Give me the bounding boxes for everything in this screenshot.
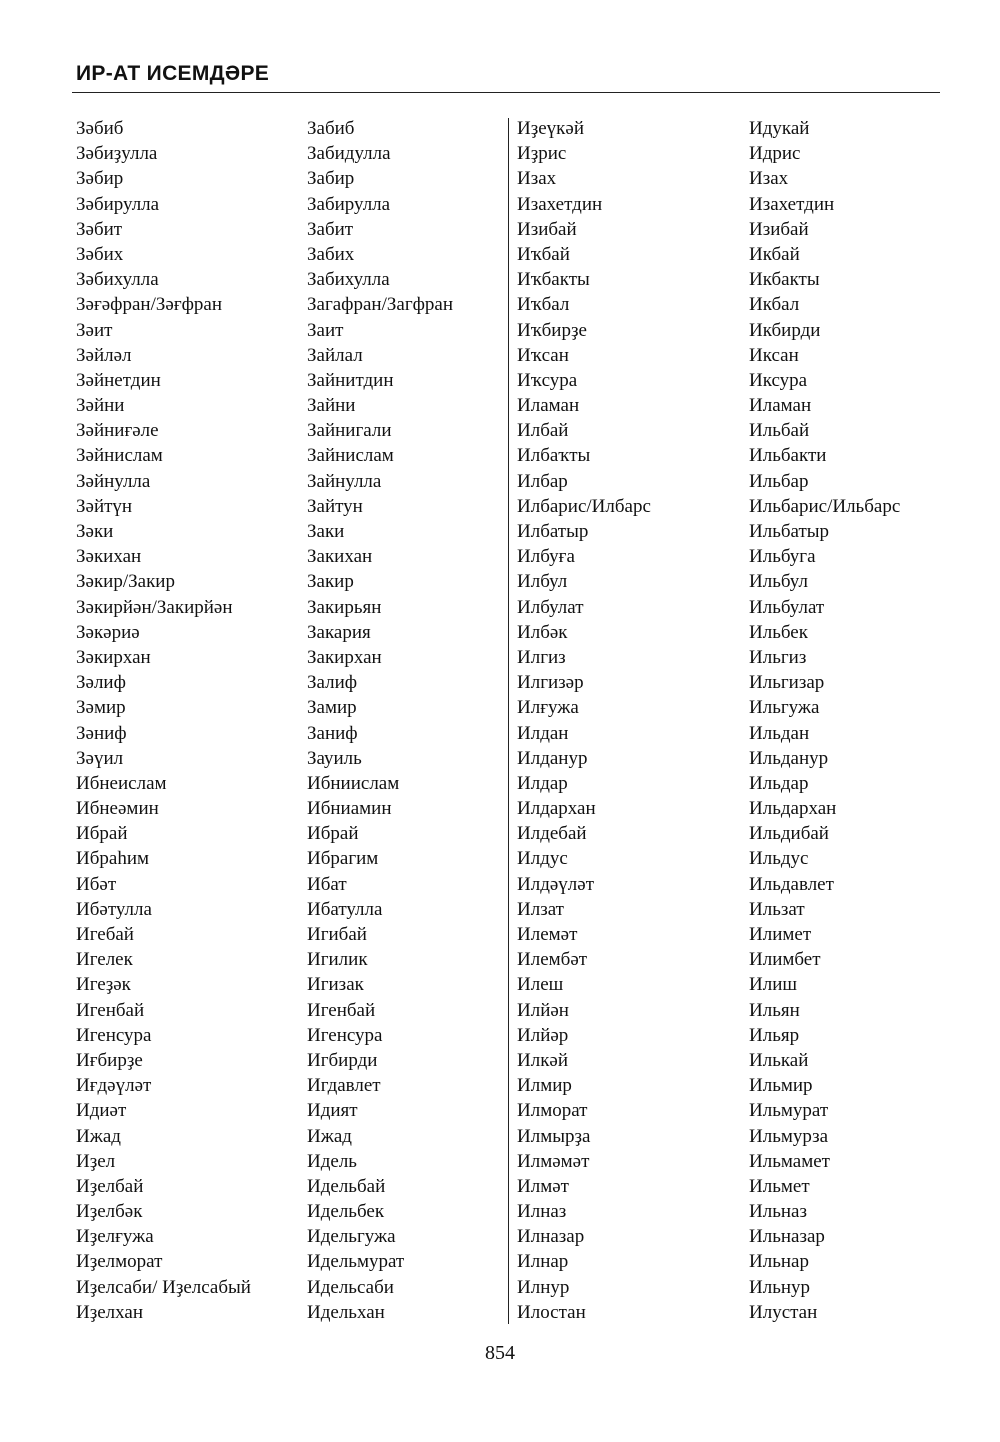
name-entry: Илбарис/Илбарс bbox=[517, 495, 651, 517]
name-entry: Илзат bbox=[517, 898, 564, 920]
name-entry: Идель bbox=[307, 1150, 357, 1172]
name-entry: Илбай bbox=[517, 420, 569, 442]
name-entry: Илдар bbox=[517, 772, 568, 794]
name-entry: Изахетдин bbox=[749, 193, 835, 215]
name-entry: Идукай bbox=[749, 118, 810, 139]
name-entry: Илгиз bbox=[517, 646, 566, 668]
name-entry: Забихулла bbox=[307, 269, 390, 291]
name-entry: Зәкирхан bbox=[76, 646, 151, 668]
name-entry: Ильдар bbox=[749, 772, 809, 794]
name-entry: Иҙелбәк bbox=[76, 1201, 143, 1223]
name-entry: Ильбек bbox=[749, 621, 808, 643]
name-entry: Илгизәр bbox=[517, 672, 584, 694]
name-entry: Игибай bbox=[307, 924, 367, 945]
name-entry: Изах bbox=[517, 168, 557, 190]
name-entry: Зайни bbox=[307, 395, 356, 417]
name-entry: Ильмурат bbox=[749, 1100, 829, 1122]
name-entry: Зәбих bbox=[76, 243, 124, 265]
name-entry: Изах bbox=[749, 168, 789, 190]
name-entry: Илбәк bbox=[517, 621, 568, 643]
name-entry: Зәкирйән/Закирйән bbox=[76, 596, 233, 618]
name-entry: Илимет bbox=[749, 924, 812, 945]
name-entry: Ильнур bbox=[749, 1276, 811, 1298]
name-entry: Ильдус bbox=[749, 848, 809, 870]
name-entry: Иҡсура bbox=[517, 369, 578, 391]
name-entry: Зәки bbox=[76, 521, 114, 542]
name-entry: Илбар bbox=[517, 470, 568, 492]
name-entry: Зәкәриә bbox=[76, 621, 140, 643]
name-entry: Ижад bbox=[76, 1125, 121, 1147]
name-entry: Зәбирулла bbox=[76, 193, 160, 215]
name-entry: Иғбирҙе bbox=[76, 1049, 143, 1071]
name-entry: Игенбай bbox=[76, 999, 145, 1021]
name-entry: Илбулат bbox=[517, 596, 584, 618]
name-entry: Илбул bbox=[517, 571, 568, 593]
name-entry: Илдебай bbox=[517, 823, 587, 845]
name-entry: Ильбуга bbox=[749, 546, 816, 568]
name-entry: Илеш bbox=[517, 974, 564, 996]
name-entry: Иҙелхан bbox=[76, 1301, 143, 1323]
name-entry: Идиәт bbox=[76, 1100, 127, 1122]
name-entry: Изибай bbox=[517, 218, 577, 240]
name-entry: Идият bbox=[307, 1100, 358, 1122]
name-entry: Иҡбирҙе bbox=[517, 319, 587, 341]
name-entry: Ижад bbox=[307, 1125, 352, 1147]
name-entry: Иксан bbox=[749, 344, 799, 366]
name-entry: Иламан bbox=[749, 395, 812, 417]
name-entry: Изахетдин bbox=[517, 193, 603, 215]
name-entry: Иҡбал bbox=[517, 294, 570, 316]
name-entry: Илдархан bbox=[517, 798, 596, 820]
name-entry: Илбуға bbox=[517, 546, 575, 568]
name-entry: Забир bbox=[307, 168, 355, 190]
name-entry: Илназар bbox=[517, 1226, 585, 1248]
name-entry: Ильгизар bbox=[749, 672, 825, 694]
name-entry: Илдәүләт bbox=[517, 873, 595, 895]
name-entry: Зәйни bbox=[76, 395, 125, 417]
name-entry: Заит bbox=[307, 319, 344, 341]
name-entry: Ильбай bbox=[749, 420, 810, 442]
name-entry: Илданур bbox=[517, 747, 588, 769]
name-entry: Иҡсан bbox=[517, 344, 569, 366]
name-entry: Изибай bbox=[749, 218, 809, 240]
name-entry: Икбал bbox=[749, 294, 800, 316]
name-entry: Илморат bbox=[517, 1100, 588, 1122]
name-entry: Игенсура bbox=[307, 1024, 383, 1046]
name-entry: Ильбулат bbox=[749, 596, 825, 618]
name-entry: Заки bbox=[307, 521, 345, 542]
name-entry: Ибәтулла bbox=[76, 898, 152, 920]
name-entry: Залиф bbox=[307, 672, 358, 694]
column-bashkir-2 bbox=[517, 116, 651, 1325]
name-entry: Ильбул bbox=[749, 571, 808, 593]
name-entry: Иксура bbox=[749, 369, 808, 391]
name-entry: Ильназ bbox=[749, 1201, 807, 1223]
name-entry: Идельсаби bbox=[307, 1276, 394, 1298]
name-entry: Закария bbox=[307, 621, 371, 643]
name-entry: Игебай bbox=[76, 924, 134, 945]
name-entry: Зәүил bbox=[76, 747, 124, 769]
name-entry: Зайнигали bbox=[307, 420, 392, 442]
name-entry: Илостан bbox=[517, 1301, 586, 1323]
name-entry: Илдан bbox=[517, 722, 569, 744]
page-number: 854 bbox=[485, 1342, 515, 1364]
name-entry: Илмир bbox=[517, 1075, 572, 1097]
name-entry: Ильяр bbox=[749, 1024, 800, 1046]
name-entry: Илиш bbox=[749, 974, 798, 996]
name-entry: Илбатыр bbox=[517, 521, 589, 542]
name-entry: Ильбар bbox=[749, 470, 809, 492]
name-entry: Ильбатыр bbox=[749, 521, 830, 542]
name-entry: Игелек bbox=[76, 949, 133, 971]
name-entry: Ильмурза bbox=[749, 1125, 829, 1147]
name-entry: Забирулла bbox=[307, 193, 391, 215]
name-entry: Зәит bbox=[76, 319, 113, 341]
name-entry: Иҙелғужа bbox=[76, 1226, 154, 1248]
name-entry: Ибраһим bbox=[76, 848, 150, 870]
name-entry: Зауиль bbox=[307, 747, 362, 769]
name-entry: Илбаҡты bbox=[517, 445, 591, 467]
name-entry: Закирхан bbox=[307, 646, 382, 668]
name-entry: Илйәр bbox=[517, 1024, 569, 1046]
name-entry: Иламан bbox=[517, 395, 580, 417]
name-entry: Зәйнулла bbox=[76, 470, 151, 492]
name-entry: Зәйләл bbox=[76, 344, 132, 366]
name-entry: Ильдибай bbox=[749, 823, 829, 845]
name-entry: Идрис bbox=[749, 143, 801, 165]
name-entry: Ильназар bbox=[749, 1226, 825, 1248]
name-entry: Илйән bbox=[517, 999, 569, 1021]
header-rule bbox=[72, 92, 940, 93]
name-entry: Закирьян bbox=[307, 596, 382, 618]
name-entry: Зәлиф bbox=[76, 672, 126, 694]
name-entry: Ибниамин bbox=[307, 798, 392, 820]
name-entry: Иҙелсаби/ Иҙелсабый bbox=[76, 1276, 251, 1298]
name-entry: Зәниф bbox=[76, 722, 127, 744]
name-entry: Игенсура bbox=[76, 1024, 152, 1046]
name-entry: Ибрагим bbox=[307, 848, 379, 870]
name-entry: Идельбек bbox=[307, 1201, 385, 1223]
name-entry: Зәйнислам bbox=[76, 445, 163, 467]
name-entry: Зайнислам bbox=[307, 445, 394, 467]
name-entry: Илембәт bbox=[517, 949, 588, 971]
name-entry: Закир bbox=[307, 571, 354, 593]
name-entry: Иҙелбай bbox=[76, 1175, 144, 1197]
name-entry: Ильзат bbox=[749, 898, 805, 920]
name-entry: Иҙрис bbox=[517, 143, 567, 165]
name-entry: Ильмет bbox=[749, 1175, 810, 1197]
column-divider bbox=[508, 118, 509, 1324]
name-entry: Иҙеүкәй bbox=[517, 118, 584, 139]
name-entry: Забиб bbox=[307, 118, 355, 139]
name-entry: Икбирди bbox=[749, 319, 821, 341]
name-entry: Зәғәфран/Зәғфран bbox=[76, 294, 223, 316]
name-entry: Илемәт bbox=[517, 924, 578, 945]
name-entry: Ильмир bbox=[749, 1075, 813, 1097]
name-entry: Игдавлет bbox=[307, 1075, 381, 1097]
name-entry: Ильдан bbox=[749, 722, 810, 744]
name-entry: Зәмир bbox=[76, 697, 126, 719]
name-entry: Икбакты bbox=[749, 269, 820, 291]
name-entry: Зайлал bbox=[307, 344, 363, 366]
name-entry: Иҡбакты bbox=[517, 269, 590, 291]
name-entry: Зайнулла bbox=[307, 470, 382, 492]
name-entry: Зәйтүн bbox=[76, 495, 133, 517]
name-entry: Ибнеислам bbox=[76, 772, 167, 794]
name-entry: Зәкир/Закир bbox=[76, 571, 175, 593]
name-entry: Илнар bbox=[517, 1251, 569, 1273]
name-entry: Идельмурат bbox=[307, 1251, 405, 1273]
name-entry: Иҡбай bbox=[517, 243, 570, 265]
column-russian-2 bbox=[749, 116, 900, 1325]
name-entry: Идельбай bbox=[307, 1175, 386, 1197]
name-entry: Илкәй bbox=[517, 1049, 569, 1071]
name-entry: Зәйниғәле bbox=[76, 420, 159, 442]
name-entry: Икбай bbox=[749, 243, 800, 265]
name-entry: Ильгиз bbox=[749, 646, 807, 668]
name-entry: Забит bbox=[307, 218, 354, 240]
name-entry: Илнур bbox=[517, 1276, 570, 1298]
name-entry: Ильбакти bbox=[749, 445, 827, 467]
name-entry: Игизак bbox=[307, 974, 364, 996]
name-entry: Ильгужа bbox=[749, 697, 820, 719]
name-entry: Ибәт bbox=[76, 873, 117, 895]
name-entry: Зайнитдин bbox=[307, 369, 394, 391]
name-entry: Ибатулла bbox=[307, 898, 383, 920]
name-entry: Ибниислам bbox=[307, 772, 400, 794]
name-entry: Ильян bbox=[749, 999, 800, 1021]
name-entry: Идельгужа bbox=[307, 1226, 396, 1248]
name-entry: Ибат bbox=[307, 873, 347, 895]
name-entry: Забидулла bbox=[307, 143, 391, 165]
name-entry: Игилик bbox=[307, 949, 368, 971]
name-entry: Ибнеәмин bbox=[76, 798, 159, 820]
name-entry: Зәйнетдин bbox=[76, 369, 161, 391]
name-entry: Илғужа bbox=[517, 697, 579, 719]
name-entry: Ильдавлет bbox=[749, 873, 834, 895]
name-entry: Ильнар bbox=[749, 1251, 809, 1273]
name-entry: Замир bbox=[307, 697, 357, 719]
name-entry: Ибрай bbox=[76, 823, 128, 845]
name-entry: Илназ bbox=[517, 1201, 567, 1223]
name-entry: Зәкихан bbox=[76, 546, 142, 568]
name-entry: Игенбай bbox=[307, 999, 376, 1021]
column-russian-1 bbox=[307, 116, 453, 1325]
name-entry: Игбирди bbox=[307, 1049, 378, 1071]
name-entry: Зайтун bbox=[307, 495, 363, 517]
name-entry: Закихан bbox=[307, 546, 373, 568]
name-entry: Зәбиб bbox=[76, 118, 124, 139]
name-entry: Зәбир bbox=[76, 168, 124, 190]
name-entry: Загафран/Загфран bbox=[307, 294, 454, 316]
name-entry: Иҙел bbox=[76, 1150, 116, 1172]
name-entry: Ибрай bbox=[307, 823, 359, 845]
column-bashkir-1 bbox=[76, 116, 251, 1325]
name-entry: Илмәмәт bbox=[517, 1150, 590, 1172]
name-entry: Игеҙәк bbox=[76, 974, 131, 996]
name-entry: Ильдархан bbox=[749, 798, 837, 820]
name-entry: Ильбарис/Ильбарс bbox=[749, 495, 901, 517]
name-entry: Илмырҙа bbox=[517, 1125, 591, 1147]
name-entry: Забих bbox=[307, 243, 355, 265]
name-entry: Илустан bbox=[749, 1301, 818, 1323]
name-entry: Ильданур bbox=[749, 747, 829, 769]
name-entry: Илмәт bbox=[517, 1175, 569, 1197]
name-entry: Ильмамет bbox=[749, 1150, 830, 1172]
page-header-title: ИР-АТ ИСЕМДӘРЕ bbox=[76, 62, 270, 85]
name-entry: Илькай bbox=[749, 1049, 809, 1071]
name-entry: Зәбиҙулла bbox=[76, 143, 158, 165]
name-entry: Идельхан bbox=[307, 1301, 385, 1323]
name-entry: Илимбет bbox=[749, 949, 821, 971]
name-entry: Заниф bbox=[307, 722, 358, 744]
name-entry: Зәбит bbox=[76, 218, 123, 240]
name-entry: Иғдәүләт bbox=[76, 1075, 152, 1097]
name-entry: Иҙелморат bbox=[76, 1251, 163, 1273]
name-entry: Илдус bbox=[517, 848, 568, 870]
name-entry: Зәбихулла bbox=[76, 269, 159, 291]
